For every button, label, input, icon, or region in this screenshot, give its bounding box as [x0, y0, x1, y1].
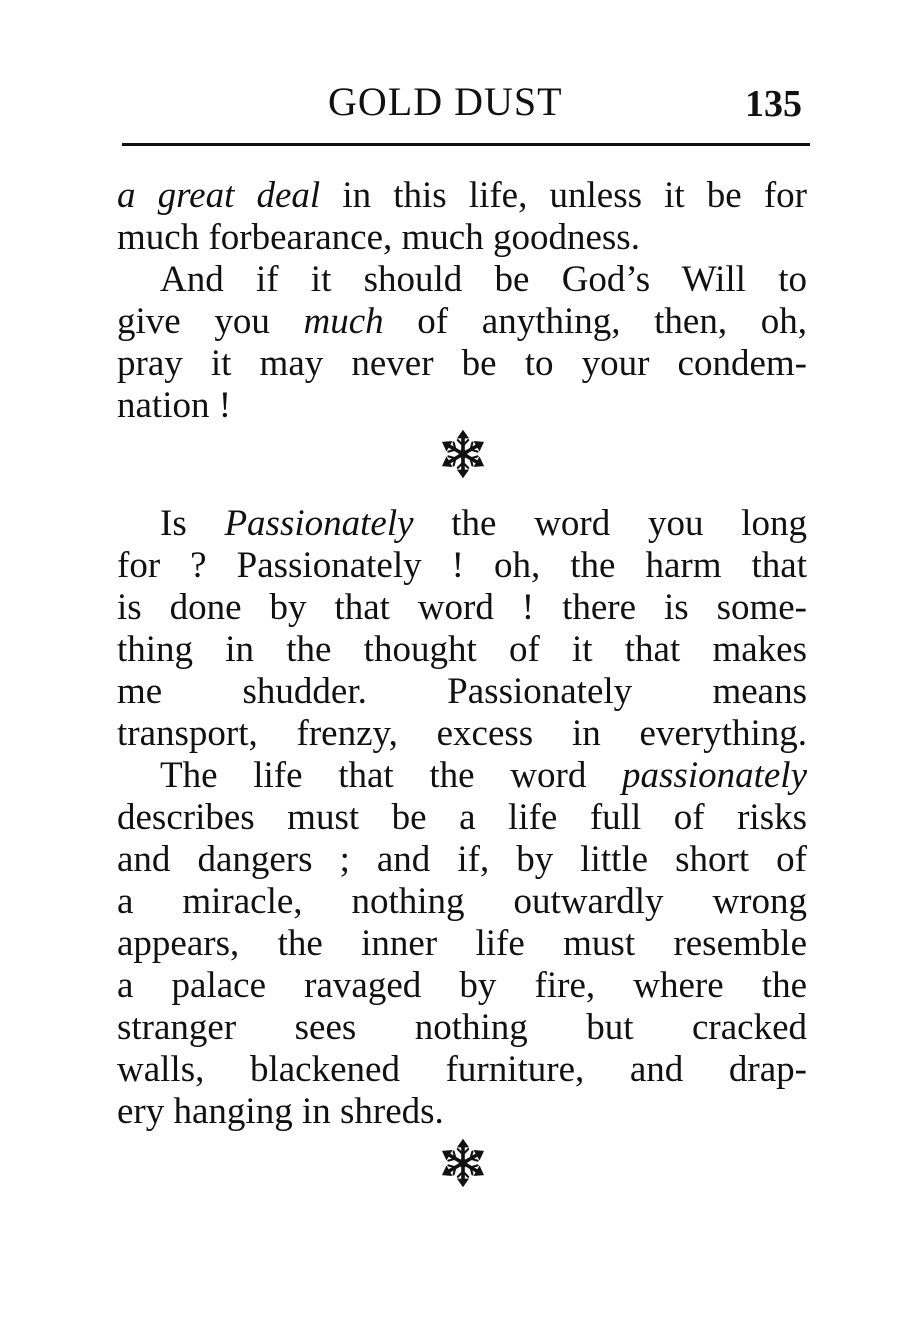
text-line: appears, the inner life must resemble [117, 923, 807, 964]
text-line: and dangers ; and if, by little short of [117, 839, 807, 880]
text-line: The life that the word passionately [160, 755, 807, 796]
text-line: a miracle, nothing outwardly wrong [117, 881, 807, 922]
text-line: And if it should be God’s Will to [160, 259, 807, 300]
text-line: describes must be a life full of risks [117, 797, 807, 838]
text-line: ery hanging in shreds. [117, 1091, 444, 1132]
text-line: stranger sees nothing but cracked [117, 1007, 807, 1048]
text-line: for ? Passionately ! oh, the harm that [117, 545, 807, 586]
snowflake-ornament-icon [437, 428, 489, 480]
text-line: a palace ravaged by fire, where the [117, 965, 807, 1006]
text-line: Is Passionately the word you long [160, 503, 807, 544]
text-line: give you much of anything, then, oh, [117, 301, 807, 342]
text-line: transport, frenzy, excess in everything. [117, 713, 807, 754]
text-line: nation ! [117, 385, 232, 426]
text-line: is done by that word ! there is some- [117, 587, 807, 628]
text-line: walls, blackened furniture, and drap- [117, 1049, 807, 1090]
text-line: pray it may never be to your condem- [117, 343, 807, 384]
text-line: much forbearance, much goodness. [117, 217, 640, 258]
header-rule [122, 143, 810, 146]
text-line: thing in the thought of it that makes [117, 629, 807, 670]
page-number: 135 [745, 83, 802, 125]
text-line: a great deal in this life, unless it be for [117, 175, 807, 216]
running-title: GOLD DUST [328, 79, 563, 124]
snowflake-ornament-icon [437, 1137, 489, 1189]
text-line: me shudder. Passionately means [117, 671, 807, 712]
